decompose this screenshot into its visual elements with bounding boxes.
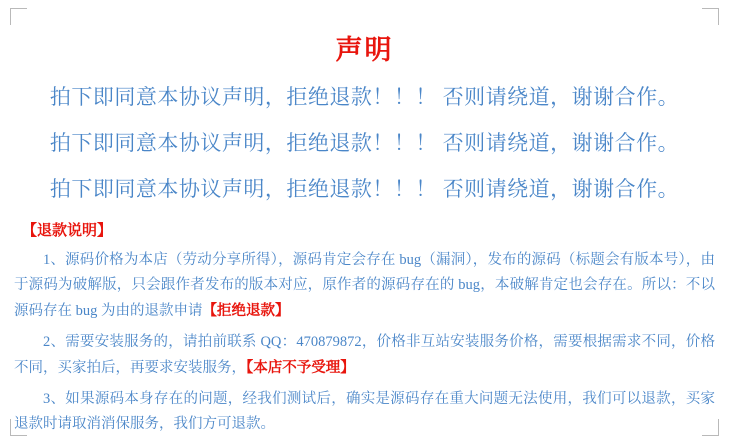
declaration-banner-2: 拍下即同意本协议声明，拒绝退款！！！ 否则请绕道，谢谢合作。 [49, 131, 680, 155]
page-title: 声明 [335, 35, 394, 65]
refund-policy-item-2-text: 2、需要安装服务的，请拍前联系 QQ：470879872，价格非互站安装服务价格，需要根据需求不同，价格不同，买家拍后，再要求安装服务， [14, 334, 715, 376]
declaration-banner-1: 拍下即同意本协议声明，拒绝退款！！！ 否则请绕道，谢谢合作。 [49, 85, 680, 109]
refund-policy-heading: 【退款说明】 [22, 223, 113, 239]
refund-policy-item-2-emphasis: 【本店不予受理】 [246, 359, 355, 376]
document-content [14, 22, 715, 444]
refund-policy-item-3 [14, 387, 715, 438]
refund-policy-item-1-text: 1、源码价格为本店（劳动分享所得），源码肯定会存在 bug（漏洞），发布的源码（标题会有版本号），由于源码为破解版，只会跟作者发布的版本对应，原作者的源码存在的 bug，本破解肯定也会存在。所以：不以源码存在 bug 为由的退款申请 [14, 252, 715, 319]
refund-policy-item-1-emphasis: 【拒绝退款】 [202, 302, 290, 319]
refund-policy-item-1 [14, 248, 715, 324]
refund-policy-item-3-text: 3、如果源码本身存在的问题，经我们测试后，确实是源码存在重大问题无法使用，我们可以退款，买家退款时请取消消保服务，我们方可退款。 [14, 390, 715, 433]
declaration-banner-3: 拍下即同意本协议声明，拒绝退款！！！ 否则请绕道，谢谢合作。 [49, 177, 680, 201]
refund-policy-item-2 [14, 330, 715, 381]
